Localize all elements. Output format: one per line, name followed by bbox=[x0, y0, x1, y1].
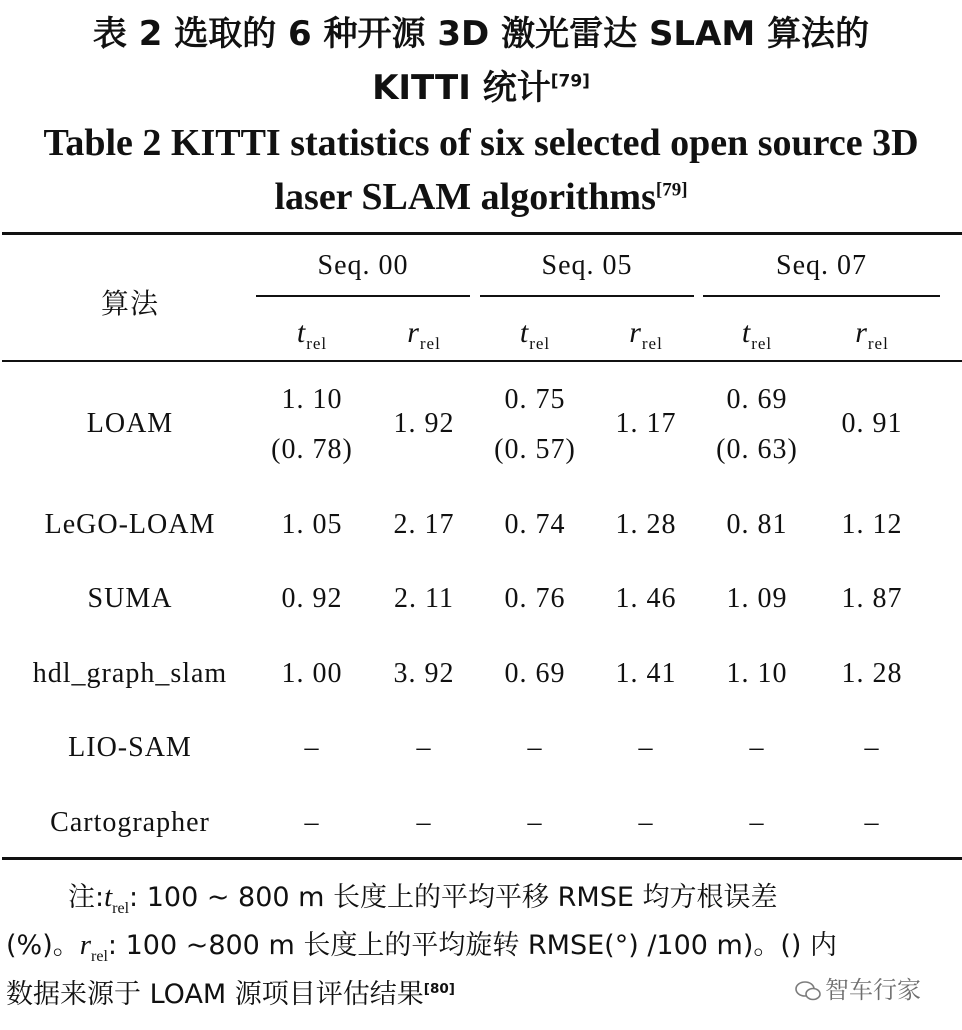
seq-header: Seq. 00 bbox=[317, 250, 409, 281]
title-en-line2: laser SLAM algorithms[79] bbox=[274, 176, 688, 218]
table-cell: – bbox=[749, 807, 765, 838]
algorithm-name: Cartographer bbox=[50, 807, 210, 838]
table-bottom-rule bbox=[2, 857, 962, 860]
table-cell: – bbox=[864, 732, 880, 763]
table-cell: 0. 91 bbox=[841, 408, 903, 439]
chat-bubble-icon bbox=[795, 980, 821, 1002]
title-cn-line2: KITTI 统计[79] bbox=[372, 68, 590, 108]
table-cell: – bbox=[416, 732, 432, 763]
table-top-rule bbox=[2, 232, 962, 235]
title-en-ref: [79] bbox=[655, 179, 688, 201]
table-cell: 0. 74 bbox=[504, 509, 566, 540]
table-note-line2: (%)。$r_{rel}$: 100 ~800 m 长度上的平均旋转 RMSE(°) /100 m)。() 内 bbox=[6, 929, 838, 965]
table-cell: 0. 81 bbox=[726, 509, 788, 540]
algorithm-name: hdl_graph_slam bbox=[32, 658, 228, 689]
watermark: 智车行家 bbox=[795, 970, 921, 1005]
seq-header: Seq. 05 bbox=[541, 250, 633, 281]
seq00-underline bbox=[256, 295, 470, 297]
table-cell: 2. 11 bbox=[394, 583, 454, 614]
metric-r-header: $r_{rel}$ bbox=[407, 316, 441, 353]
table-cell: 1. 46 bbox=[615, 583, 677, 614]
table-cell: 1. 00 bbox=[281, 658, 343, 689]
table-cell: 3. 92 bbox=[393, 658, 455, 689]
table-cell: – bbox=[527, 732, 543, 763]
table-cell: – bbox=[749, 732, 765, 763]
table-cell-paren: (0. 63) bbox=[716, 434, 798, 465]
algorithm-name: LeGO-LOAM bbox=[44, 509, 216, 540]
seq05-underline bbox=[480, 295, 694, 297]
table-cell: 1. 12 bbox=[841, 509, 903, 540]
table-cell: 0. 75 bbox=[504, 384, 566, 415]
algorithm-header: 算法 bbox=[100, 287, 159, 320]
metric-r-header: $r_{rel}$ bbox=[855, 316, 889, 353]
seq07-underline bbox=[703, 295, 940, 297]
seq-header: Seq. 07 bbox=[776, 250, 867, 281]
table-cell: 1. 17 bbox=[615, 408, 677, 439]
table-cell: 1. 28 bbox=[841, 658, 903, 689]
title-cn-line1: 表 2 选取的 6 种开源 3D 激光雷达 SLAM 算法的 bbox=[92, 14, 870, 54]
table-cell: 1. 87 bbox=[841, 583, 903, 614]
table-cell: 0. 69 bbox=[726, 384, 788, 415]
table-cell: – bbox=[638, 732, 654, 763]
table-cell: 1. 10 bbox=[281, 384, 343, 415]
table-cell: 1. 10 bbox=[726, 658, 788, 689]
algorithm-name: SUMA bbox=[87, 583, 173, 614]
table-header-rule bbox=[2, 360, 962, 362]
table-cell: 0. 92 bbox=[281, 583, 343, 614]
table-cell-paren: (0. 57) bbox=[494, 434, 576, 465]
table-note-line3: 数据来源于 LOAM 源项目评估结果[80] bbox=[6, 979, 455, 1010]
table-cell: 2. 17 bbox=[393, 509, 455, 540]
table-cell: 0. 76 bbox=[504, 583, 566, 614]
table-cell: 1. 92 bbox=[393, 408, 455, 439]
table-cell-paren: (0. 78) bbox=[271, 434, 353, 465]
table-cell: – bbox=[864, 807, 880, 838]
title-cn-ref: [79] bbox=[550, 71, 590, 92]
title-en-line1: Table 2 KITTI statistics of six selected open source 3D bbox=[43, 122, 919, 164]
algorithm-name: LOAM bbox=[86, 408, 174, 439]
algorithm-name: LIO-SAM bbox=[68, 732, 192, 763]
table-cell: 1. 41 bbox=[615, 658, 677, 689]
table-cell: – bbox=[527, 807, 543, 838]
table-cell: 1. 28 bbox=[615, 509, 677, 540]
metric-t-header: $t_{rel}$ bbox=[741, 316, 773, 353]
table-cell: – bbox=[638, 807, 654, 838]
metric-r-header: $r_{rel}$ bbox=[629, 316, 663, 353]
table-note-line1: 注$:t_{rel}$: 100 ~ 800 m 长度上的平均平移 RMSE 均方根误差 bbox=[68, 881, 778, 917]
metric-t-header: $t_{rel}$ bbox=[296, 316, 328, 353]
table-cell: 1. 05 bbox=[281, 509, 343, 540]
table-cell: – bbox=[304, 732, 320, 763]
table-cell: 1. 09 bbox=[726, 583, 788, 614]
metric-t-header: $t_{rel}$ bbox=[519, 316, 551, 353]
table-cell: – bbox=[304, 807, 320, 838]
table-cell: 0. 69 bbox=[504, 658, 566, 689]
note-ref: [80] bbox=[423, 981, 455, 997]
table-cell: – bbox=[416, 807, 432, 838]
